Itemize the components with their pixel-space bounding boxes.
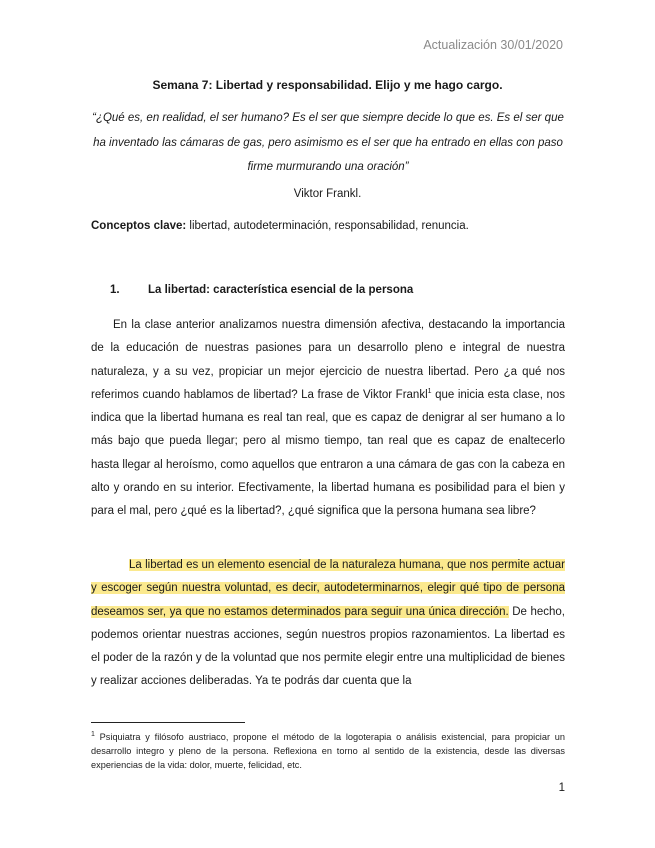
paragraph-1 <box>91 314 565 524</box>
footnote-divider <box>91 722 245 723</box>
footnote-text: Psiquiatra y filósofo austriaco, propone el método de la logoterapia o análisis existencial, para propiciar un desarrollo integro y pleno de la persona. Reflexiona en torno al sentido de la existencia, desde las diversas experiencias de la vida: dolor, muerte, felicidad, etc. <box>91 732 565 770</box>
section-number: 1. <box>110 284 120 296</box>
paragraph-2 <box>91 554 565 694</box>
section-heading <box>110 284 413 296</box>
paragraph-1-text-b: que inicia esta clase, nos indica que la libertad humana es real tan real, que es capaz de denigrar al ser humano a lo más bajo que pueda llegar; pero al mismo tiempo, tan real que es capaz de enaltecerlo hasta llegar al heroísmo, como aquellos que entraron a una cámara de gas con la cabeza en alto y orando en su interior. Efectivamente, la libertad humana es posibilidad para el bien y para el mal, pero ¿qué es la libertad?, ¿qué significa que la persona humana sea libre? <box>91 388 565 518</box>
paragraph-2-text: De hecho, podemos orientar nuestras acciones, según nuestros propios razonamientos. La libertad es el poder de la razón y de la voluntad que nos permite elegir entre una multiplicidad de bienes y realizar acciones deliberadas. Ya te podrás dar cuenta que la <box>91 605 565 688</box>
page-number: 1 <box>558 782 565 794</box>
footnote <box>91 730 565 772</box>
key-concepts-text: libertad, autodeterminación, responsabilidad, renuncia. <box>186 220 469 232</box>
paragraph-1-text-a: En la clase anterior analizamos nuestra dimensión afectiva, destacando la importancia de la educación de nuestras pasiones para un desarrollo pleno e integral de nuestra naturaleza, y a su vez, propiciar un mejor ejercicio de nuestra libertad. Pero ¿a qué nos referimos cuando hablamos de libertad? La frase de Viktor Frankl <box>91 319 565 401</box>
footnote-marker: 1 <box>91 730 95 738</box>
quote-author: Viktor Frankl. <box>293 188 362 200</box>
key-concepts-label: Conceptos clave: <box>91 220 187 232</box>
opening-quote: “¿Qué es, en realidad, el ser humano? Es el ser que siempre decide lo que es. Es el ser que ha inventado las cámaras de gas, pero asimismo es el ser que ha entrado en ellas con paso firme murmurando una oración” <box>92 112 564 173</box>
highlighted-text: La libertad es un elemento esencial de la naturaleza humana, que nos permite actuar y escoger según nuestra voluntad, es decir, autodeterminarnos, elegir qué tipo de persona deseamos ser, ya que no estamos determinados para seguir una única dirección. <box>91 559 565 618</box>
page-title: Semana 7: Libertad y responsabilidad. Elijo y me hago cargo. <box>152 78 503 92</box>
update-date: Actualización 30/01/2020 <box>423 38 563 52</box>
section-title: La libertad: característica esencial de la persona <box>148 284 414 296</box>
key-concepts <box>91 220 469 232</box>
footnote-ref[interactable]: 1 <box>427 388 432 396</box>
